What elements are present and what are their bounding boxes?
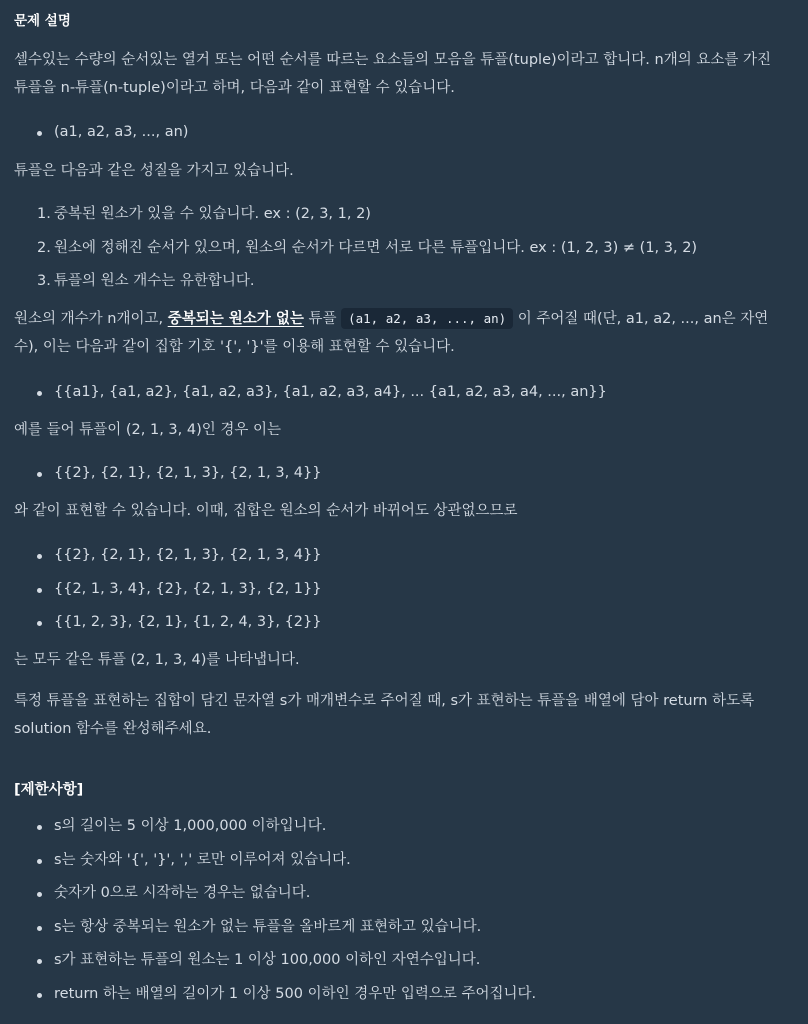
example-set-item: {{2}, {2, 1}, {2, 1, 3}, {2, 1, 3, 4}} bbox=[54, 465, 322, 481]
same-tuple-note-text: 는 모두 같은 튜플 (2, 1, 3, 4)를 나타냅니다. bbox=[14, 652, 300, 668]
constraint-item: s가 표현하는 튜플의 원소는 1 이상 100,000 이하인 자연수입니다. bbox=[54, 952, 481, 968]
property-text: 원소에 정해진 순서가 있으며, 원소의 순서가 다르면 서로 다른 튜플입니다. ex : (1, 2, 3) ≠ (1, 3, 2) bbox=[54, 240, 698, 256]
bullet-dot-icon bbox=[37, 959, 42, 964]
property-item-1 bbox=[37, 203, 371, 225]
task-line-1: 특정 튜플을 표현하는 집합이 담긴 문자열 s가 매개변수로 주어질 때, s가 표현하는 튜플을 배열에 담아 return 하도록 bbox=[14, 693, 755, 709]
bullet-dot-icon bbox=[37, 859, 42, 864]
equivalent-set-item-1: {{2}, {2, 1}, {2, 1, 3}, {2, 1, 3, 4}} bbox=[54, 547, 322, 563]
constraint-item: s는 항상 중복되는 원소가 없는 튜플을 올바르게 표현하고 있습니다. bbox=[54, 919, 482, 935]
set-desc-before: 원소의 개수가 n개이고, bbox=[14, 311, 168, 327]
set-desc-line-2: 수), 이는 다음과 같이 집합 기호 '{', '}'를 이용해 표현할 수 있습니다. bbox=[14, 339, 455, 355]
constraint-item: s는 숫자와 '{', '}', ',' 로만 이루어져 있습니다. bbox=[54, 852, 351, 868]
properties-intro bbox=[14, 157, 792, 185]
bullet-dot-icon bbox=[37, 993, 42, 998]
intro-line-2: 튜플을 n-튜플(n-tuple)이라고 하며, 다음과 같이 표현할 수 있습니다. bbox=[14, 80, 455, 96]
task-line-2: solution 함수를 완성해주세요. bbox=[14, 721, 212, 737]
equivalent-set-item-3: {{1, 2, 3}, {2, 1}, {1, 2, 4, 3}, {2}} bbox=[54, 614, 322, 630]
tuple-form-item: (a1, a2, a3, ..., an) bbox=[54, 124, 189, 140]
property-text: 튜플의 원소 개수는 유한합니다. bbox=[54, 273, 255, 289]
intro-line-1: 셀수있는 수량의 순서있는 열거 또는 어떤 순서를 따르는 요소들의 모음을 튜플(tuple)이라고 합니다. n개의 요소를 가진 bbox=[14, 52, 771, 68]
bullet-dot-icon bbox=[37, 554, 42, 559]
bullet-dot-icon bbox=[37, 472, 42, 477]
property-item-2 bbox=[37, 237, 697, 259]
no-duplicate-emphasis: 중복되는 원소가 없는 bbox=[167, 311, 304, 327]
constraint-item: s의 길이는 5 이상 1,000,000 이하입니다. bbox=[54, 818, 327, 834]
set-form-item: {{a1}, {a1, a2}, {a1, a2, a3}, {a1, a2, a3, a4}, ... {a1, a2, a3, a4, ..., an}} bbox=[54, 384, 607, 400]
bullet-dot-icon bbox=[37, 892, 42, 897]
constraints-title: [제한사항] bbox=[14, 782, 84, 798]
bullet-dot-icon bbox=[37, 926, 42, 931]
set-desc-line-1 bbox=[14, 305, 792, 333]
property-text: 중복된 원소가 있을 수 있습니다. ex : (2, 3, 1, 2) bbox=[54, 206, 371, 222]
tuple-code: (a1, a2, a3, ..., an) bbox=[341, 308, 513, 329]
bullet-dot-icon bbox=[37, 588, 42, 593]
bullet-dot-icon bbox=[37, 391, 42, 396]
constraint-item: 숫자가 0으로 시작하는 경우는 없습니다. bbox=[54, 885, 311, 901]
set-description-paragraph bbox=[14, 305, 792, 361]
section-title: 문제 설명 bbox=[14, 13, 71, 29]
set-desc-after: 이 주어질 때(단, a1, a2, ..., an은 자연 bbox=[513, 311, 769, 327]
bullet-dot-icon bbox=[37, 621, 42, 626]
properties-intro-text: 튜플은 다음과 같은 성질을 가지고 있습니다. bbox=[14, 163, 294, 179]
task-paragraph bbox=[14, 687, 792, 743]
example-intro bbox=[14, 416, 792, 444]
bullet-dot-icon bbox=[37, 825, 42, 830]
bullet-dot-icon bbox=[37, 131, 42, 136]
list-number: 3. bbox=[37, 273, 51, 289]
example-intro-text: 예를 들어 튜플이 (2, 1, 3, 4)인 경우 이는 bbox=[14, 422, 281, 438]
constraint-item: return 하는 배열의 길이가 1 이상 500 이하인 경우만 입력으로 주어집니다. bbox=[54, 986, 537, 1002]
property-item-3 bbox=[37, 270, 255, 292]
list-number: 1. bbox=[37, 206, 51, 222]
same-tuple-note bbox=[14, 646, 792, 674]
set-desc-middle: 튜플 bbox=[303, 311, 342, 327]
order-note-text: 와 같이 표현할 수 있습니다. 이때, 집합은 원소의 순서가 바뀌어도 상관없으므로 bbox=[14, 503, 518, 519]
intro-paragraph bbox=[14, 46, 792, 102]
list-number: 2. bbox=[37, 240, 51, 256]
order-note bbox=[14, 497, 792, 525]
equivalent-set-item-2: {{2, 1, 3, 4}, {2}, {2, 1, 3}, {2, 1}} bbox=[54, 581, 322, 597]
